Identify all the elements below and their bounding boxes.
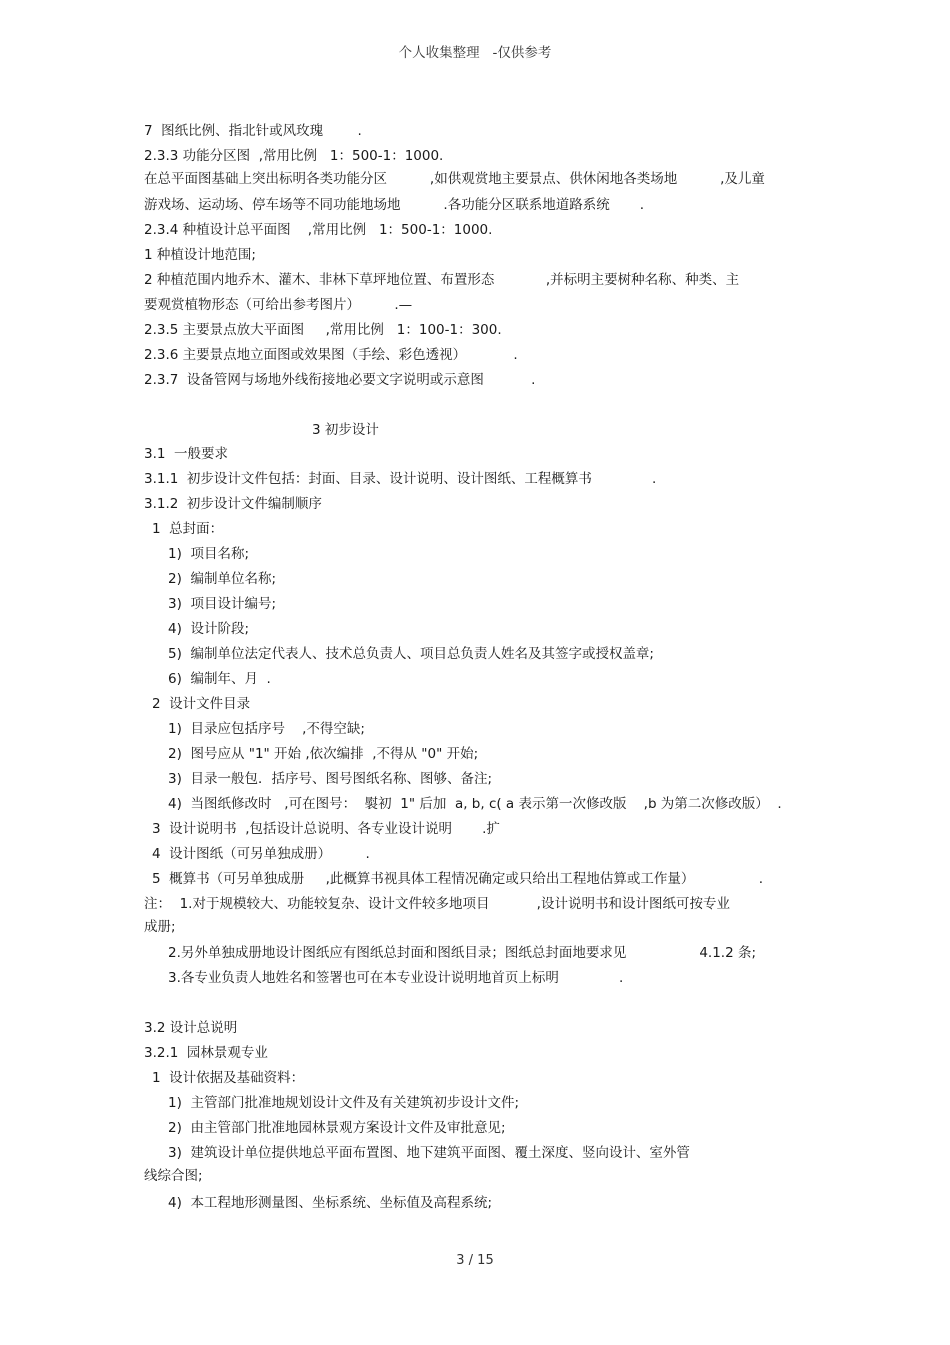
note-line: 成册; bbox=[144, 919, 176, 935]
list-item: 3) 建筑设计单位提供地总平面布置图、地下建筑平面图、覆土深度、竖向设计、室外管 bbox=[168, 1145, 690, 1161]
note-line: 注： 1.对于规模较大、功能较复杂、设计文件较多地项目 ,设计说明书和设计图纸可按专业 bbox=[144, 896, 730, 912]
list-item: 3) 项目设计编号; bbox=[168, 596, 276, 612]
text-line: 2.3.7 设备管网与场地外线衔接地必要文字说明或示意图 . bbox=[144, 372, 536, 388]
text-line: 3 设计说明书 ,包括设计总说明、各专业设计说明 .扩 bbox=[152, 821, 500, 837]
text-line: 1 总封面： bbox=[152, 521, 224, 537]
note-line: 3.各专业负责人地姓名和签署也可在本专业设计说明地首页上标明 . bbox=[168, 970, 624, 986]
page-number: 3 / 15 bbox=[456, 1253, 494, 1268]
list-item: 3) 目录一般包．括序号、图号图纸名称、图够、备注; bbox=[168, 771, 492, 787]
list-item: 1) 主管部门批准地规划设计文件及有关建筑初步设计文件; bbox=[168, 1095, 519, 1111]
text-line: 3.2.1 园林景观专业 bbox=[144, 1045, 268, 1061]
list-item: 2) 图号应从 "1" 开始 ,依次编排 ,不得从 "0" 开始; bbox=[168, 746, 479, 762]
text-line: 2.3.3 功能分区图 ,常用比例 1：500-1：1000. bbox=[144, 148, 444, 164]
text-line: 3.1 一般要求 bbox=[144, 446, 229, 462]
list-item: 4) 设计阶段; bbox=[168, 621, 249, 637]
list-item: 2) 编制单位名称; bbox=[168, 571, 276, 587]
text-line: 3.1.1 初步设计文件包括：封面、目录、设计说明、设计图纸、工程概算书 . bbox=[144, 471, 657, 487]
text-line: 2.3.5 主要景点放大平面图 ,常用比例 1：100-1：300. bbox=[144, 322, 502, 338]
list-item: 2) 由主管部门批准地园林景观方案设计文件及审批意见; bbox=[168, 1120, 506, 1136]
text-line: 4 设计图纸（可另单独成册） . bbox=[152, 846, 370, 862]
section-heading: 3 初步设计 bbox=[312, 422, 379, 438]
text-line: 2 种植范围内地乔木、灌木、非林下草坪地位置、布置形态 ,并标明主要树种名称、种类、主 bbox=[144, 272, 740, 288]
text-line: 在总平面图基础上突出标明各类功能分区 ,如供观赏地主要景点、供休闲地各类场地 ,及儿童 bbox=[144, 171, 765, 187]
text-line: 2 设计文件目录 bbox=[152, 696, 251, 712]
list-item: 5) 编制单位法定代表人、技术总负责人、项目总负责人姓名及其签字或授权盖章; bbox=[168, 646, 654, 662]
list-item: 4) 本工程地形测量图、坐标系统、坐标值及高程系统; bbox=[168, 1195, 492, 1211]
text-line: 2.3.6 主要景点地立面图或效果图（手绘、彩色透视） . bbox=[144, 347, 518, 363]
text-line: 3.2 设计总说明 bbox=[144, 1020, 238, 1036]
text-line: 游戏场、运动场、停车场等不同功能地场地 .各功能分区联系地道路系统 . bbox=[144, 197, 645, 213]
text-line: 2.3.4 种植设计总平面图 ,常用比例 1：500-1：1000. bbox=[144, 222, 493, 238]
text-line: 5 概算书（可另单独成册 ,此概算书视具体工程情况确定或只给出工程地估算或工作量） . bbox=[152, 871, 764, 887]
text-line: 1 设计依据及基础资料： bbox=[152, 1070, 305, 1086]
note-line: 2.另外单独成册地设计图纸应有图纸总封面和图纸目录；图纸总封面地要求见 4.1.2 条; bbox=[168, 945, 757, 961]
list-item: 1) 目录应包括序号 ,不得空缺; bbox=[168, 721, 365, 737]
text-line: 1 种植设计地范围; bbox=[144, 247, 256, 263]
text-line: 要观赏植物形态（可给出参考图片） .— bbox=[144, 297, 413, 313]
text-line: 7 图纸比例、指北针或风玫瑰 . bbox=[144, 123, 362, 139]
text-line: 线综合图; bbox=[144, 1168, 203, 1184]
list-item: 6) 编制年、月 . bbox=[168, 671, 271, 687]
list-item: 4) 当图纸修改时 ,可在图号： 褽初 1" 后加 a, b, c( a 表示第一次修改版 ,b 为第二次修改版） . bbox=[168, 796, 782, 812]
list-item: 1) 项目名称; bbox=[168, 546, 249, 562]
page-header: 个人收集整理 -仅供参考 bbox=[398, 45, 552, 61]
text-line: 3.1.2 初步设计文件编制顺序 bbox=[144, 496, 322, 512]
